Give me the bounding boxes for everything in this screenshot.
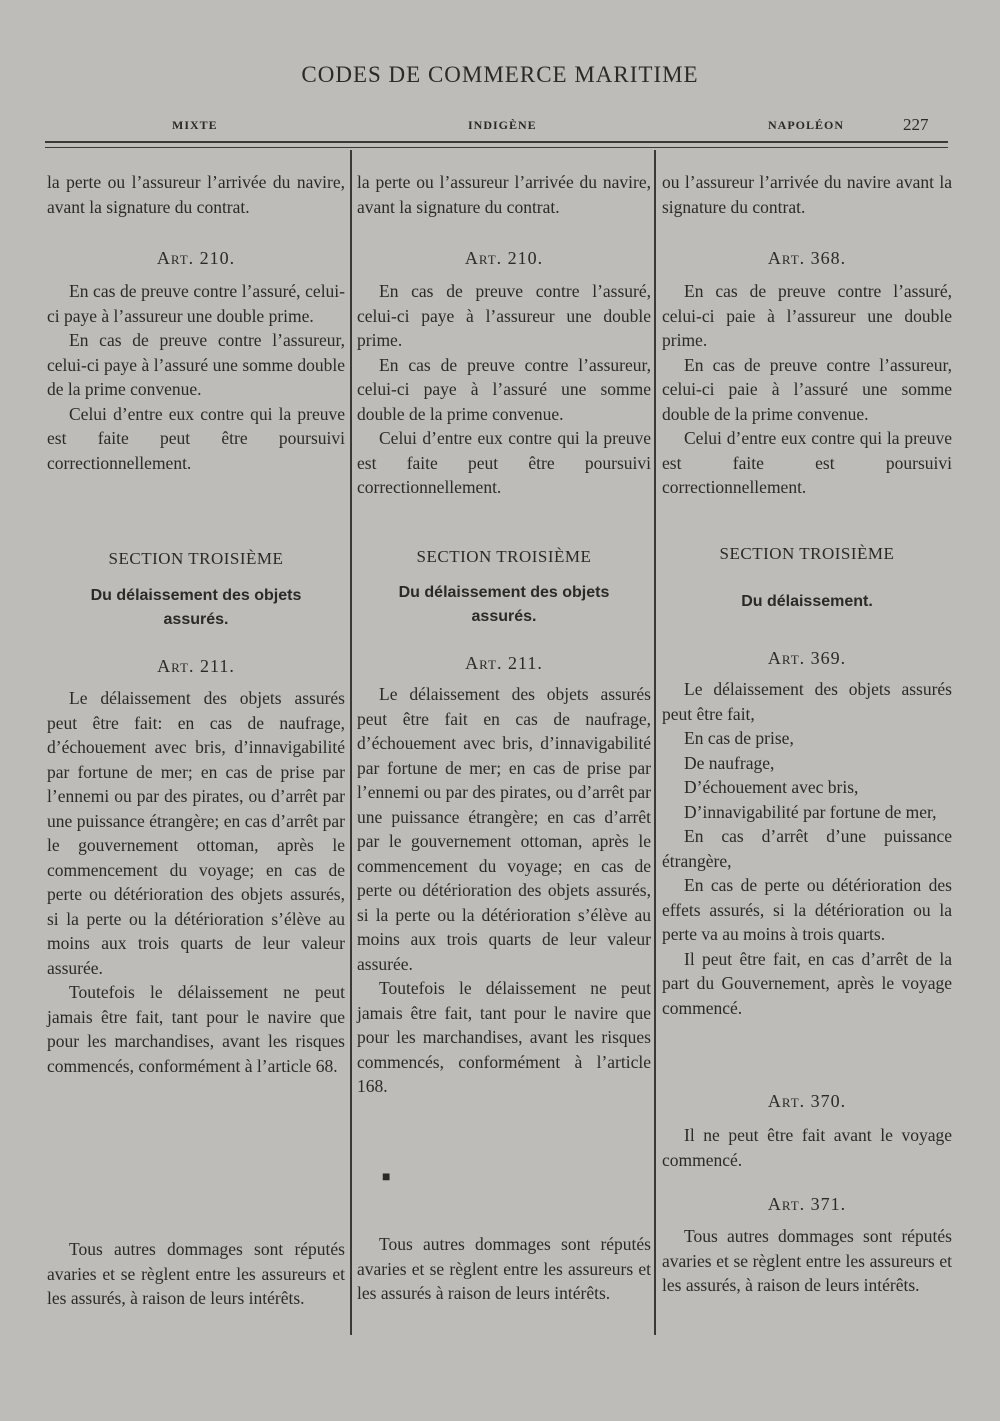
article-heading: Art. 371. [767, 1194, 847, 1214]
column-indigene [357, 170, 651, 1370]
column-divider [654, 150, 656, 1335]
paragraph: Il ne peut être fait avant le voyage commencé. [662, 1125, 952, 1170]
paragraph: En cas de preuve contre l’assureur, celui-ci paie à l’assuré une somme double de la prime convenue. [662, 354, 952, 424]
paragraph: Tous autres dommages sont réputés avaries et se règlent entre les assureurs et les assurés à raison de leurs intérêts. [357, 1234, 651, 1303]
paragraph: En cas de preuve contre l’assureur, celui-ci paye à l’assuré une somme double de la prime convenue. [357, 354, 651, 424]
ink-mark: ■ [382, 1170, 391, 1185]
paragraph: En cas de preuve contre l’assuré, celui-ci paye à l’assureur une double prime. [357, 281, 651, 350]
paragraph: Celui d’entre eux contre qui la preuve est faite peut être poursuivi correctionnellement. [357, 428, 651, 497]
article-heading: Art. 211. [465, 653, 543, 673]
list-item: En cas de perte ou détérioration des effets assurés, si la détérioration ou la perte va au moins à trois quarts. [662, 875, 952, 944]
header-rule-thin [45, 147, 948, 148]
section-subtitle: Du délaissement des objets assurés. [90, 587, 302, 628]
paragraph: la perte ou l’assureur l’arrivée du navire, avant la signature du contrat. [357, 172, 651, 217]
section-heading: SECTION TROISIÈME [416, 547, 592, 566]
paragraph: Le délaissement des objets assurés peut être fait: en cas de naufrage, d’échouement avec bris, d’innavigabilité par fortune de mer; en cas de prise par l’ennemi ou par des pirates, ou d’arrêt par une puissance étrangère; en cas d’arrêt par le gouvernement ottoman, après le commencement du voyage; en cas de perte ou détérioration des objets assurés, si la perte ou la détérioration s’élève au moins aux trois quarts de leur valeur assurée. [47, 688, 345, 978]
column-divider [350, 150, 352, 1335]
column-header-mixte: MIXTE [172, 118, 218, 132]
paragraph: Tous autres dommages sont réputés avaries et se règlent entre les assureurs et les assurés, à raison de leurs intérêts. [47, 1239, 345, 1308]
section-subtitle: Du délaissement. [741, 593, 873, 610]
article-heading: Art. 369. [767, 648, 847, 668]
paragraph: En cas de preuve contre l’assureur, celui-ci paye à l’assuré une somme double de la prime convenue. [47, 330, 345, 399]
article-heading: Art. 368. [767, 248, 847, 268]
article-heading: Art. 210. [156, 248, 236, 268]
list-item: D’innavigabilité par fortune de mer, [684, 801, 937, 822]
list-item: En cas d’arrêt d’une puissance étrangère, [662, 826, 952, 871]
column-header-napoleon: NAPOLÉON [768, 118, 845, 132]
paragraph: Tous autres dommages sont réputés avaries et se règlent entre les assureurs et les assurés, à raison de leurs intérêts. [662, 1226, 952, 1295]
article-heading: Art. 210. [464, 248, 544, 268]
section-heading: SECTION TROISIÈME [719, 544, 895, 563]
paragraph: ou l’assureur l’arrivée du navire avant la signature du contrat. [662, 172, 952, 217]
paragraph: En cas de preuve contre l’assuré, celui-ci paye à l’assureur une double prime. [47, 281, 345, 326]
list-item: D’échouement avec bris, [684, 777, 859, 797]
paragraph: Celui d’entre eux contre qui la preuve est faite peut être poursuivi correctionnellement. [47, 403, 345, 473]
header-rule [45, 141, 948, 143]
page-number: 227 [903, 115, 929, 134]
list-item: De naufrage, [684, 752, 775, 773]
paragraph: Il peut être fait, en cas d’arrêt de la part du Gouvernement, après le voyage commencé. [662, 948, 952, 1018]
paragraph: la perte ou l’assureur l’arrivée du navire, avant la signature du contrat. [47, 172, 345, 217]
paragraph: Le délaissement des objets assurés peut être fait en cas de naufrage, d’échouement avec bris, d’innavigabilité par fortune de mer; en cas de prise par l’ennemi ou par des pirates, ou d’arrêt par une puissance étrangère; en cas d’arrêt par le gouvernement ottoman, après le commencement du voyage; en cas de perte ou détérioration des objets assurés, si la perte ou la détérioration s’élève au moins aux trois quarts de leur valeur assurée. [357, 684, 651, 974]
paragraph: Toutefois le délaissement ne peut jamais être fait, tant pour le navire que pour les marchandises, avant les risques commencés, conformément à l’article 168. [357, 978, 651, 1096]
list-item: En cas de prise, [684, 728, 794, 748]
column-napoleon [662, 170, 952, 1370]
column-mixte [47, 170, 345, 1370]
section-subtitle: Du délaissement des objets assurés. [398, 584, 610, 625]
paragraph: Le délaissement des objets assurés peut être fait, [662, 679, 952, 724]
article-heading: Art. 370. [767, 1091, 847, 1111]
page-title: CODES DE COMMERCE MARITIME [301, 62, 699, 87]
column-header-indigene: INDIGÈNE [468, 118, 537, 132]
article-heading: Art. 211. [157, 656, 235, 676]
paragraph: Toutefois le délaissement ne peut jamais être fait, tant pour le navire que pour les marchandises, avant les risques commencés, conformément à l’article 68. [47, 982, 345, 1076]
paragraph: Celui d’entre eux contre qui la preuve est faite est poursuivi correctionnellement. [662, 428, 952, 497]
paragraph: En cas de preuve contre l’assuré, celui-ci paie à l’assureur une double prime. [662, 281, 952, 350]
section-heading: SECTION TROISIÈME [108, 549, 284, 568]
